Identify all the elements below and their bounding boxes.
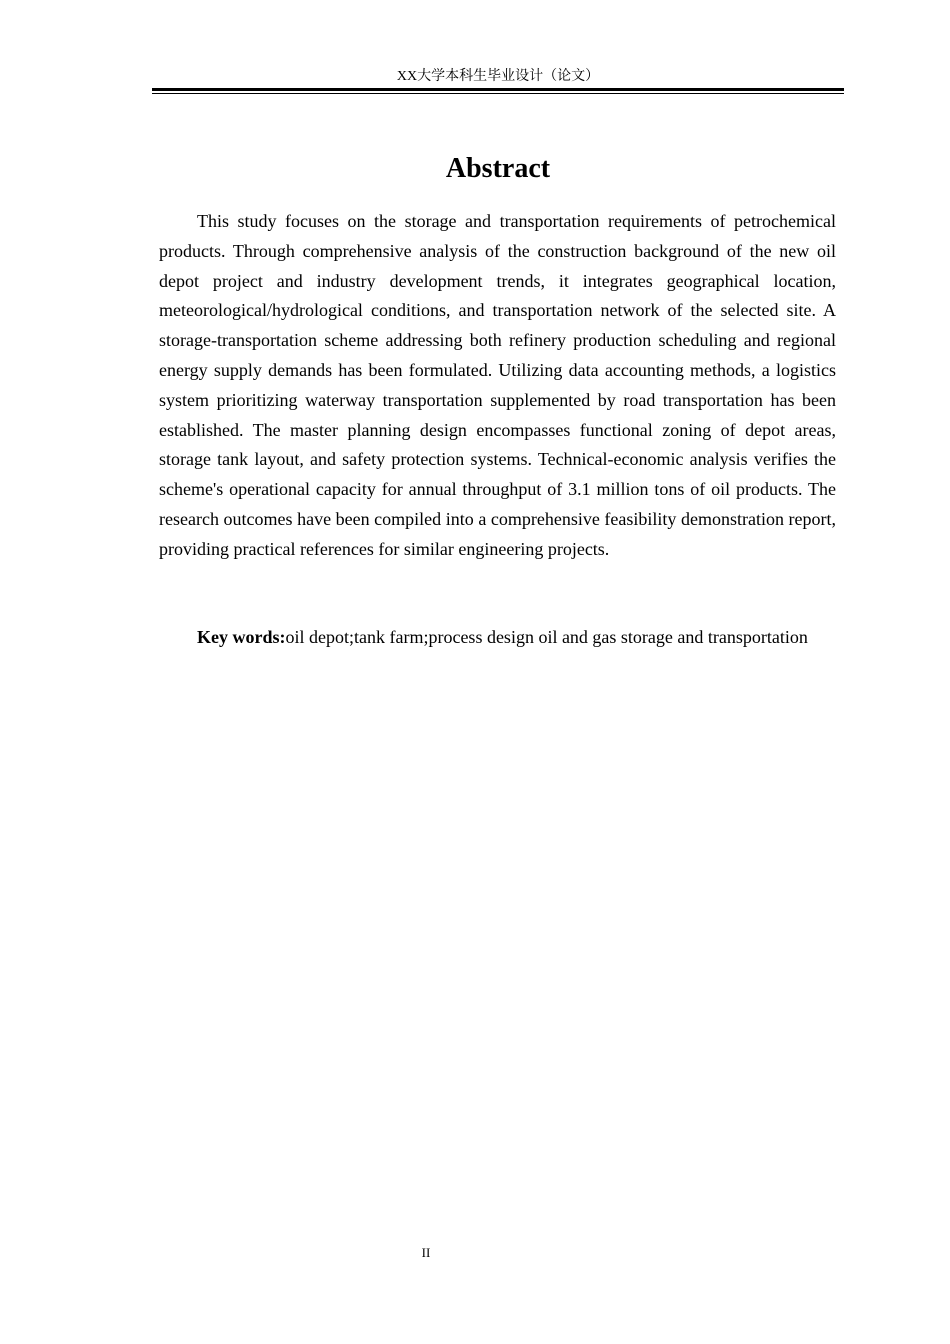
header-rule-thick [152, 88, 844, 91]
keywords-label: Key words: [197, 627, 286, 647]
abstract-title: Abstract [445, 153, 551, 184]
abstract-body: This study focuses on the storage and transportation requirements of petrochemical products. Through comprehensive analysis of the construction background of the new oil depot project and industry development trends, it integrates geographical location, meteorological/hydrological conditions, and transportation network of the selected site. A storage-transportation scheme addressing both refinery production scheduling and regional energy supply demands has been formulated. Utilizing data accounting methods, a logistics system prioritizing waterway transportation supplemented by road transportation has been established. The master planning design encompasses functional zoning of depot areas, storage tank layout, and safety protection systems. Technical-economic analysis verifies the scheme's operational capacity for annual throughput of 3.1 million tons of oil products. The research outcomes have been compiled into a comprehensive feasibility demonstration report, providing practical references for similar engineering projects. [159, 211, 836, 559]
header-rule-thin [152, 93, 844, 94]
keywords-text: oil depot;tank farm;process design oil and gas storage and transportation [285, 627, 808, 647]
running-header: XX大学本科生毕业设计（论文） [396, 69, 600, 84]
page-number: II [421, 1245, 431, 1260]
keywords-paragraph [159, 623, 836, 653]
